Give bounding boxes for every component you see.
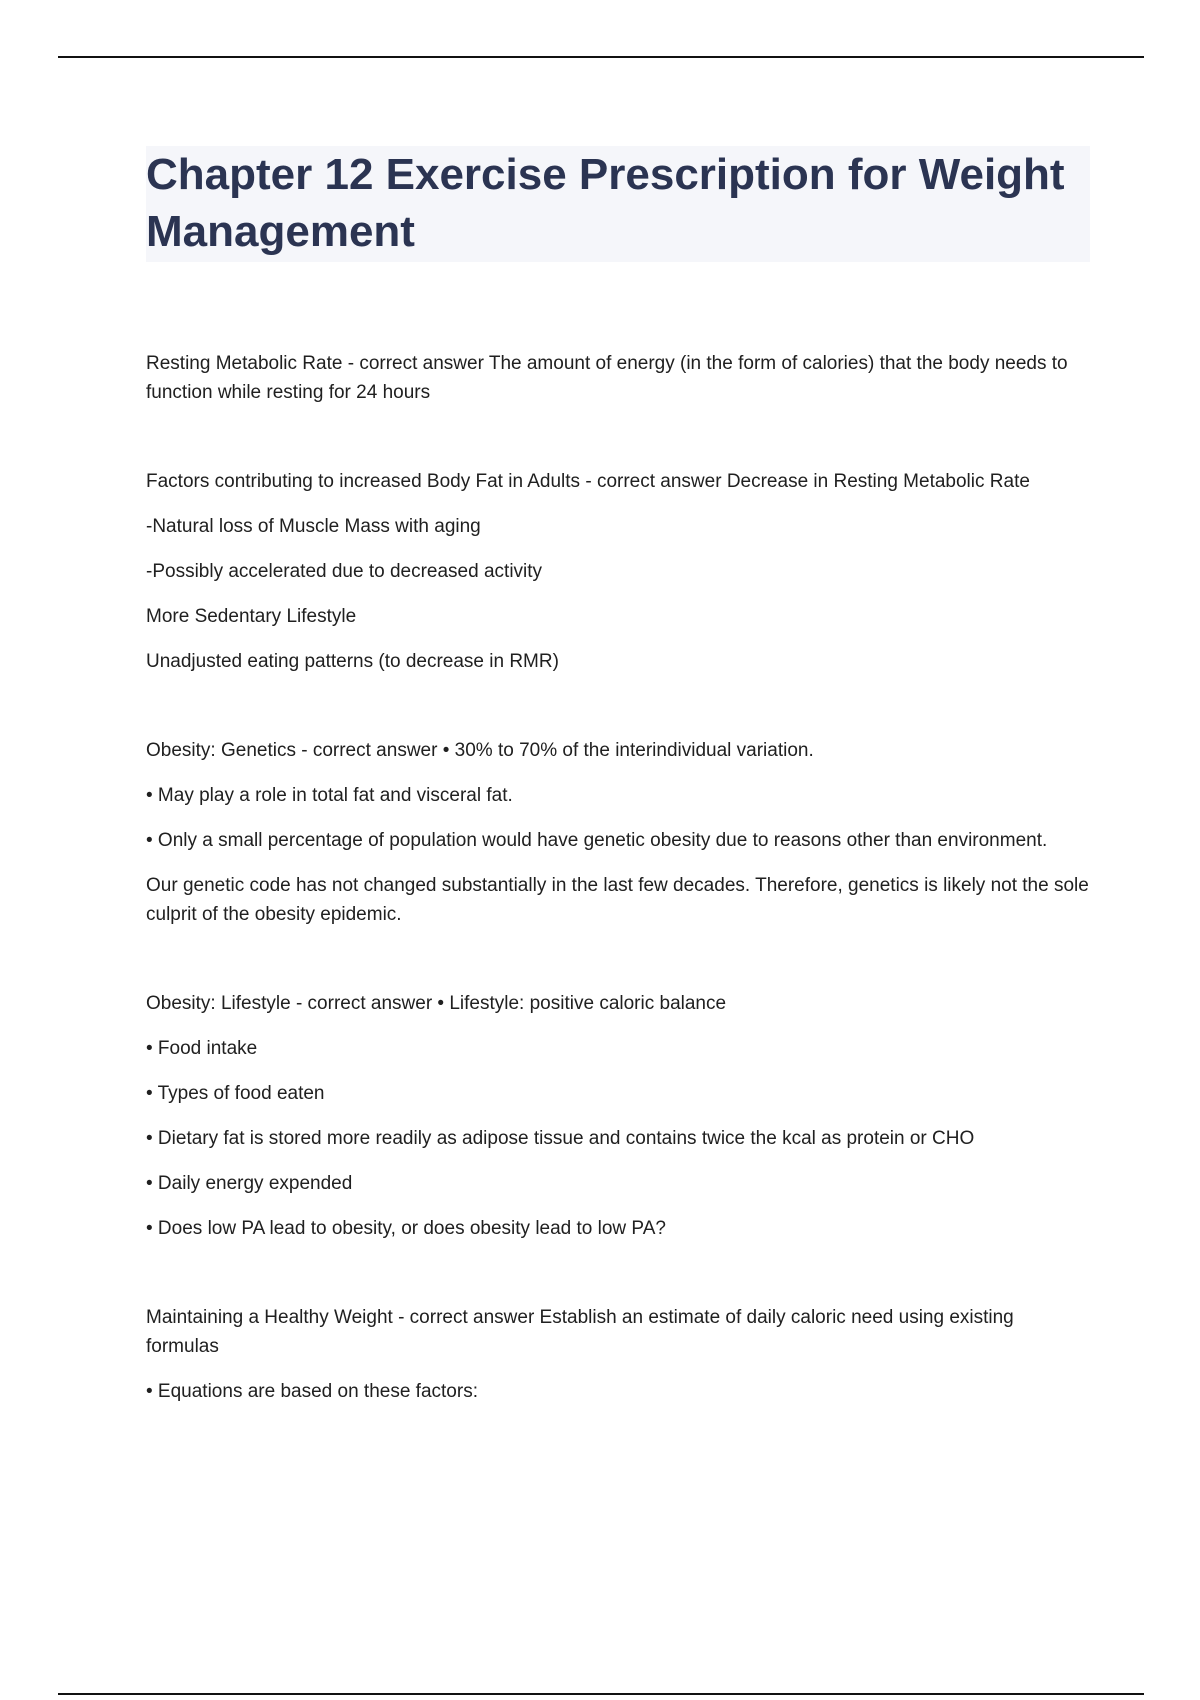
flashcard-obesity-lifestyle [146,989,1090,1243]
page-title: Chapter 12 Exercise Prescription for Weight Management [146,150,1065,256]
flashcard-line: Obesity: Lifestyle - correct answer • Lifestyle: positive caloric balance [146,993,727,1014]
flashcard-line: Our genetic code has not changed substantially in the last few decades. Therefore, genetics is likely not the sole culprit of the obesity epidemic. [146,875,1089,925]
flashcard-line: -Natural loss of Muscle Mass with aging [146,516,481,537]
flashcard-line: Resting Metabolic Rate - correct answer The amount of energy (in the form of calories) that the body needs to function while resting for 24 hours [146,353,1068,403]
title-block [146,146,1090,262]
flashcard-line: • May play a role in total fat and visceral fat. [146,785,513,806]
flashcard-line: • Food intake [146,1038,258,1059]
document-content [146,146,1090,1466]
flashcard-healthy-weight [146,1303,1090,1406]
flashcard-line: • Dietary fat is stored more readily as adipose tissue and contains twice the kcal as protein or CHO [146,1128,975,1149]
flashcard-body-fat-factors [146,467,1090,676]
top-divider [58,56,1144,58]
flashcard-resting-metabolic-rate [146,349,1090,407]
flashcard-line: • Does low PA lead to obesity, or does obesity lead to low PA? [146,1218,666,1239]
flashcard-line: Unadjusted eating patterns (to decrease in RMR) [146,651,559,672]
flashcard-line: -Possibly accelerated due to decreased activity [146,561,543,582]
flashcard-line: Factors contributing to increased Body Fat in Adults - correct answer Decrease in Resting Metabolic Rate [146,471,1030,492]
flashcard-line: Obesity: Genetics - correct answer • 30% to 70% of the interindividual variation. [146,740,814,761]
flashcard-line: • Types of food eaten [146,1083,325,1104]
flashcard-line: More Sedentary Lifestyle [146,606,357,627]
flashcard-line: Maintaining a Healthy Weight - correct answer Establish an estimate of daily caloric need using existing formulas [146,1307,1014,1357]
flashcard-line: • Daily energy expended [146,1173,353,1194]
flashcard-list [146,349,1090,1406]
bottom-divider [58,1693,1144,1695]
flashcard-obesity-genetics [146,736,1090,929]
flashcard-line: • Equations are based on these factors: [146,1381,478,1402]
flashcard-line: • Only a small percentage of population would have genetic obesity due to reasons other than environment. [146,830,1048,851]
